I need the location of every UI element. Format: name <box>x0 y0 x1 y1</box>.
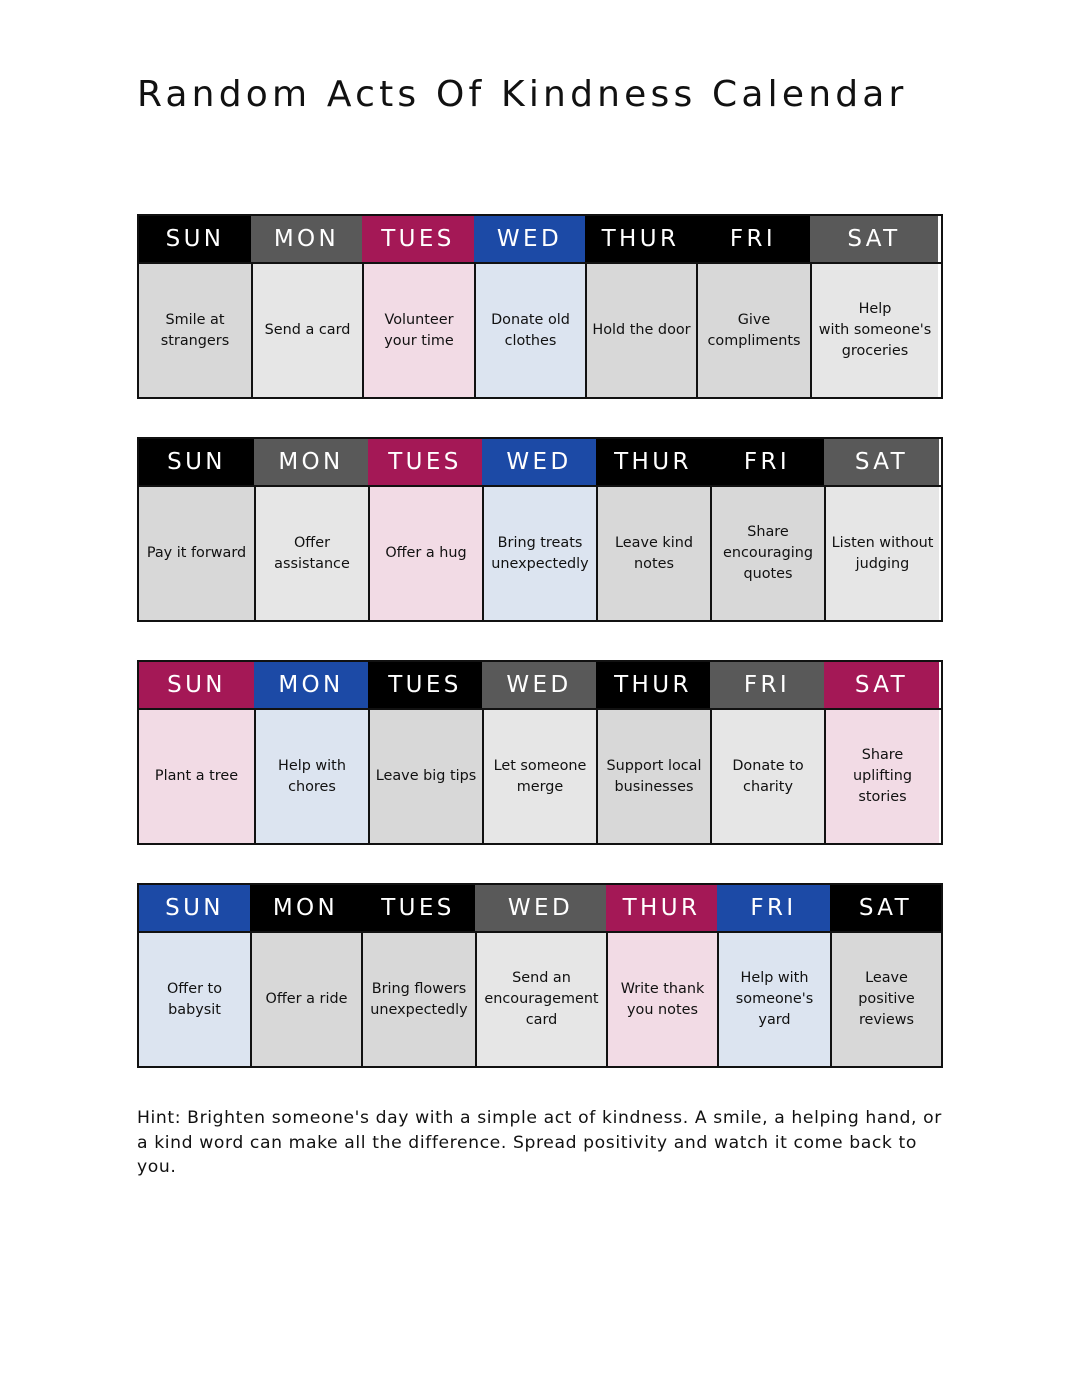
activity-cell <box>696 264 810 397</box>
day-header-wed: WED <box>482 439 596 485</box>
activity-text: Smile at strangers <box>160 311 230 349</box>
day-header-fri: FRI <box>696 216 810 262</box>
day-header-sun: SUN <box>139 662 254 708</box>
activity-text: Write thank you notes <box>620 980 705 1018</box>
activity-text: Leave positive reviews <box>858 970 915 1028</box>
activity-cell <box>139 710 254 843</box>
activity-text: Let someone merge <box>493 757 587 795</box>
day-header-mon: MON <box>251 216 362 262</box>
day-header-wed: WED <box>482 662 596 708</box>
day-header-sun: SUN <box>139 439 254 485</box>
activity-text: Share uplifting stories <box>853 747 912 805</box>
week-header-row <box>139 662 941 710</box>
activity-cell <box>830 933 941 1066</box>
day-header-thur: THUR <box>585 216 696 262</box>
day-header-mon: MON <box>250 885 361 931</box>
activity-cell <box>474 264 585 397</box>
activity-text: Bring treats unexpectedly <box>491 534 589 572</box>
activity-text: Hold the door <box>592 322 691 338</box>
activity-text: Listen without judging <box>831 534 934 572</box>
activity-text: Leave kind notes <box>615 534 693 572</box>
day-header-sat: SAT <box>824 662 939 708</box>
week-3 <box>137 660 943 845</box>
day-header-fri: FRI <box>717 885 830 931</box>
activity-cell <box>824 487 939 620</box>
week-activities-row <box>139 264 941 397</box>
activity-cell <box>482 710 596 843</box>
activity-cell <box>596 710 710 843</box>
activity-text: Give compliments <box>707 311 801 349</box>
day-header-tues: TUES <box>368 662 482 708</box>
activity-text: Help with someone's yard <box>735 970 814 1028</box>
week-2 <box>137 437 943 622</box>
activity-text: Help with chores <box>278 757 346 795</box>
day-header-thur: THUR <box>606 885 717 931</box>
activity-cell <box>606 933 717 1066</box>
week-activities-row <box>139 933 941 1066</box>
activity-text: Offer assistance <box>274 534 350 572</box>
activity-cell <box>710 487 824 620</box>
day-header-fri: FRI <box>710 439 824 485</box>
activity-cell <box>254 487 368 620</box>
day-header-mon: MON <box>254 439 368 485</box>
activity-text: Support local businesses <box>606 757 702 795</box>
week-header-row <box>139 439 941 487</box>
day-header-sat: SAT <box>824 439 939 485</box>
activity-cell <box>250 933 361 1066</box>
activity-text: Send an encouragement card <box>484 970 599 1028</box>
day-header-tues: TUES <box>368 439 482 485</box>
activity-cell <box>139 264 251 397</box>
activity-text: Donate old clothes <box>491 311 570 349</box>
activity-text: Offer a hug <box>385 545 467 561</box>
day-header-tues: TUES <box>362 216 474 262</box>
activity-text: Share encouraging quotes <box>723 524 813 582</box>
activity-cell <box>475 933 606 1066</box>
activity-cell <box>368 710 482 843</box>
activity-cell <box>482 487 596 620</box>
activity-cell <box>710 710 824 843</box>
page-title: Random Acts Of Kindness Calendar <box>137 74 908 115</box>
week-header-row <box>139 885 941 933</box>
activity-cell <box>596 487 710 620</box>
week-header-row <box>139 216 941 264</box>
activity-cell <box>824 710 939 843</box>
activity-cell <box>251 264 362 397</box>
day-header-sat: SAT <box>830 885 941 931</box>
week-activities-row <box>139 710 941 843</box>
activity-cell <box>810 264 938 397</box>
activity-cell <box>254 710 368 843</box>
activity-text: Offer to babysit <box>166 980 223 1018</box>
day-header-sat: SAT <box>810 216 938 262</box>
activity-cell <box>717 933 830 1066</box>
week-activities-row <box>139 487 941 620</box>
activity-text: Plant a tree <box>154 768 239 784</box>
activity-cell <box>368 487 482 620</box>
activity-text: Donate to charity <box>732 757 804 795</box>
activity-text: Offer a ride <box>265 991 348 1007</box>
activity-text: Leave big tips <box>375 768 477 784</box>
day-header-mon: MON <box>254 662 368 708</box>
activity-cell <box>139 933 250 1066</box>
week-4 <box>137 883 943 1068</box>
activity-cell <box>362 264 474 397</box>
day-header-sun: SUN <box>139 885 250 931</box>
day-header-tues: TUES <box>361 885 475 931</box>
activity-text: Help with someone's groceries <box>818 301 932 359</box>
day-header-wed: WED <box>475 885 606 931</box>
activity-text: Bring flowers unexpectedly <box>370 980 468 1018</box>
day-header-sun: SUN <box>139 216 251 262</box>
hint-text: Hint: Brighten someone's day with a simple act of kindness. A smile, a helping hand, or a kind word can make all the difference. Spread positivity and watch it come back to you. <box>137 1108 942 1177</box>
activity-cell <box>361 933 475 1066</box>
activity-text: Pay it forward <box>146 545 247 561</box>
activity-cell <box>585 264 696 397</box>
day-header-thur: THUR <box>596 662 710 708</box>
day-header-fri: FRI <box>710 662 824 708</box>
activity-cell <box>139 487 254 620</box>
activity-text: Send a card <box>264 322 351 338</box>
day-header-wed: WED <box>474 216 585 262</box>
day-header-thur: THUR <box>596 439 710 485</box>
week-1 <box>137 214 943 399</box>
activity-text: Volunteer your time <box>384 311 454 349</box>
